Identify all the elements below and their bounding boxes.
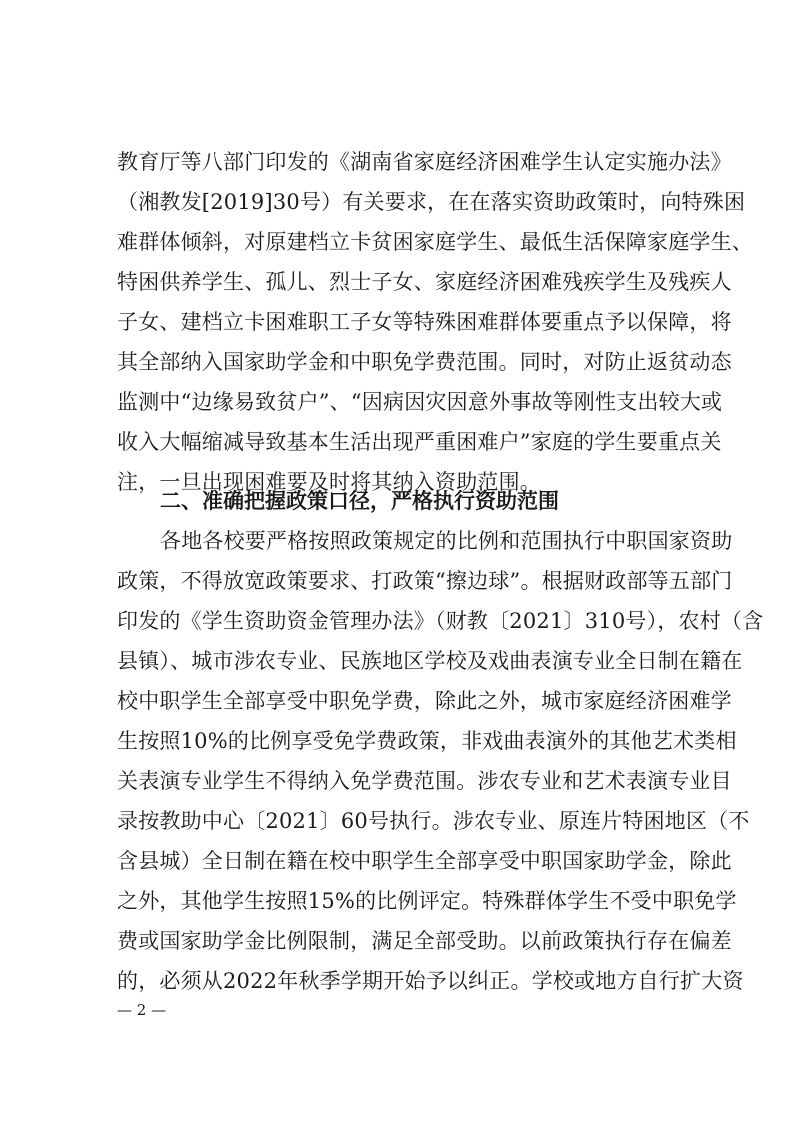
paragraph1-line: 其全部纳入国家助学金和中职免学费范围。同时，对防止返贫动态 xyxy=(117,350,732,374)
paragraph2-line: 含县城）全日制在籍在校中职学生全部享受中职国家助学金，除此 xyxy=(117,849,732,873)
paragraph1-line: 特困供养学生、孤儿、烈士子女、家庭经济困难残疾学生及残疾人 xyxy=(117,270,732,294)
paragraph2-line: 关表演专业学生不得纳入免学费范围。涉农专业和艺术表演专业目 xyxy=(117,769,732,793)
paragraph1-line: 子女、建档立卡困难职工子女等特殊困难群体要重点予以保障，将 xyxy=(117,310,732,334)
paragraph2-line: 县镇）、城市涉农专业、民族地区学校及戏曲表演专业全日制在籍在 xyxy=(117,649,743,673)
paragraph2-line: 印发的《学生资助资金管理办法》（财教〔2021〕310号），农村（含 xyxy=(117,609,764,633)
paragraph2-line: 的，必须从2022年秋季学期开始予以纠正。学校或地方自行扩大资 xyxy=(117,969,744,993)
paragraph2-line: 之外，其他学生按照15%的比例评定。特殊群体学生不受中职免学 xyxy=(117,889,737,913)
paragraph2-line: 费或国家助学金比例限制，满足全部受助。以前政策执行存在偏差 xyxy=(117,929,732,953)
page-number: — 2 — xyxy=(117,1001,167,1019)
paragraph1-line: 收入大幅缩减导致基本生活出现严重困难户”家庭的学生要重点关 xyxy=(117,430,722,454)
paragraph2-line: 各地各校要严格按照政策规定的比例和范围执行中职国家资助 xyxy=(160,529,733,553)
paragraph2-line: 政策，不得放宽政策要求、打政策“擦边球”。根据财政部等五部门 xyxy=(117,569,733,593)
paragraph1-line: （湘教发[2019]30号）有关要求，在在落实资助政策时，向特殊困 xyxy=(117,190,746,214)
paragraph1-line: 监测中“边缘易致贫户”、“因病因灾因意外事故等刚性支出较大或 xyxy=(117,390,723,414)
paragraph1-line: 教育厅等八部门印发的《湖南省家庭经济困难学生认定实施办法》 xyxy=(117,150,732,174)
paragraph1-line: 难群体倾斜，对原建档立卡贫困家庭学生、最低生活保障家庭学生、 xyxy=(117,230,753,254)
section-heading: 二、准确把握政策口径，严格执行资助范围 xyxy=(160,489,559,513)
paragraph2-line: 生按照10%的比例享受免学费政策，非戏曲表演外的其他艺术类相 xyxy=(117,729,737,753)
paragraph2-line: 录按教助中心〔2021〕60号执行。涉农专业、原连片特困地区（不 xyxy=(117,809,750,833)
paragraph1-line: 注，一旦出现困难要及时将其纳入资助范围。 xyxy=(117,470,541,494)
paragraph2-line: 校中职学生全部享受中职免学费，除此之外，城市家庭经济困难学 xyxy=(117,689,732,713)
